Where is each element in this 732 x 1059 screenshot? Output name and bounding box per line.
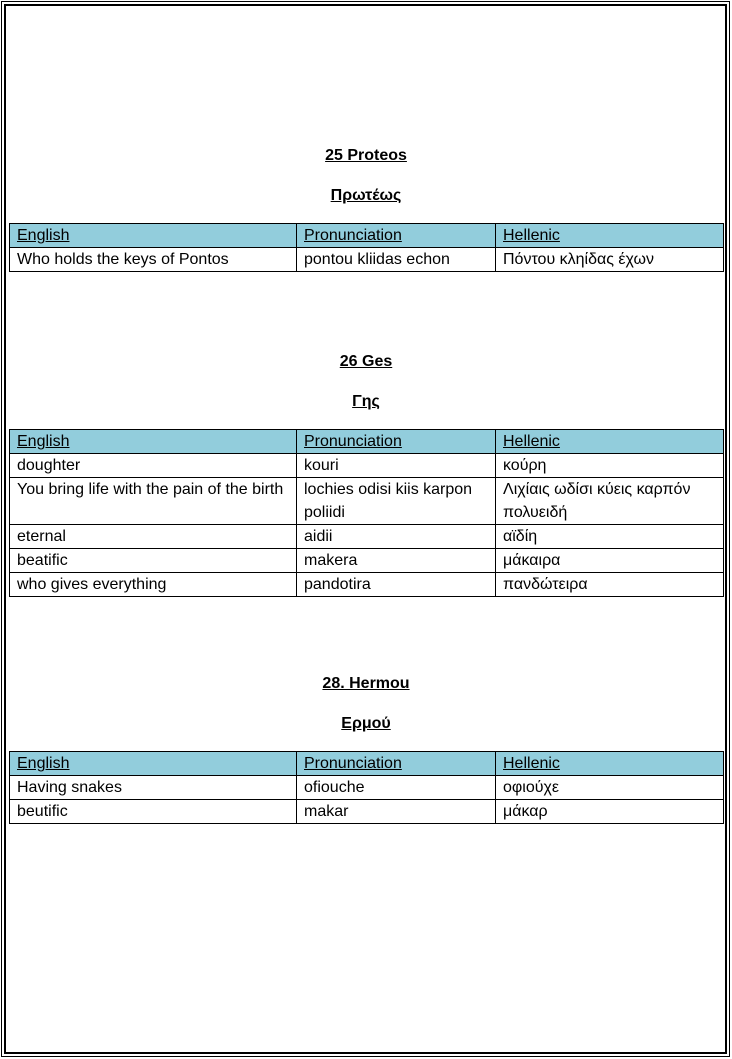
table-row: [10, 776, 724, 800]
column-header-english: English: [10, 224, 297, 248]
cell-english: beatific: [10, 549, 297, 573]
column-header-pronunciation: Pronunciation: [297, 430, 496, 454]
column-header-hellenic: Hellenic: [496, 224, 724, 248]
cell-english: eternal: [10, 525, 297, 549]
cell-pronunciation: ofiouche: [297, 776, 496, 800]
cell-pronunciation: lochies odisi kiis karpon poliidi: [297, 478, 496, 525]
cell-pronunciation: kouri: [297, 454, 496, 478]
table-row: [10, 478, 724, 525]
section-subtitle: Γης: [352, 393, 380, 410]
cell-pronunciation: pontou kliidas echon: [297, 248, 496, 272]
column-header-pronunciation: Pronunciation: [297, 752, 496, 776]
table-row: [10, 549, 724, 573]
table-row: [10, 573, 724, 597]
cell-english: Who holds the keys of Pontos: [10, 248, 297, 272]
table-header-row: [10, 752, 724, 776]
section-hermou: [9, 674, 723, 824]
cell-hellenic: Λιχίαις ωδίσι κύεις καρπόν πολυειδή: [496, 478, 724, 525]
table-row: [10, 454, 724, 478]
section-title: 26 Ges: [339, 353, 393, 370]
cell-pronunciation: aidii: [297, 525, 496, 549]
column-header-hellenic: Hellenic: [496, 430, 724, 454]
table-row: [10, 248, 724, 272]
column-header-english: English: [10, 752, 297, 776]
cell-english: beutific: [10, 800, 297, 824]
section-title: 28. Hermou: [322, 675, 410, 692]
vocabulary-table: [9, 751, 724, 824]
cell-english: doughter: [10, 454, 297, 478]
cell-hellenic: μάκαιρα: [496, 549, 724, 573]
section-subtitle: Πρωτέως: [330, 187, 402, 204]
cell-hellenic: μάκαρ: [496, 800, 724, 824]
section-subtitle: Ερμού: [341, 715, 391, 732]
table-row: [10, 800, 724, 824]
cell-hellenic: οφιούχε: [496, 776, 724, 800]
column-header-hellenic: Hellenic: [496, 752, 724, 776]
cell-pronunciation: makar: [297, 800, 496, 824]
cell-english: who gives everything: [10, 573, 297, 597]
cell-english: Having snakes: [10, 776, 297, 800]
cell-english: You bring life with the pain of the birth: [10, 478, 297, 525]
section-proteos: [9, 146, 723, 272]
table-header-row: [10, 430, 724, 454]
cell-hellenic: πανδώτειρα: [496, 573, 724, 597]
cell-pronunciation: pandotira: [297, 573, 496, 597]
table-row: [10, 525, 724, 549]
vocabulary-table: [9, 223, 724, 272]
section-ges: [9, 352, 723, 597]
column-header-english: English: [10, 430, 297, 454]
cell-hellenic: Πόντου κληίδας έχων: [496, 248, 724, 272]
section-title: 25 Proteos: [325, 147, 407, 164]
cell-hellenic: κούρη: [496, 454, 724, 478]
vocabulary-table: [9, 429, 724, 597]
column-header-pronunciation: Pronunciation: [297, 224, 496, 248]
cell-hellenic: αϊδίη: [496, 525, 724, 549]
table-header-row: [10, 224, 724, 248]
cell-pronunciation: makera: [297, 549, 496, 573]
